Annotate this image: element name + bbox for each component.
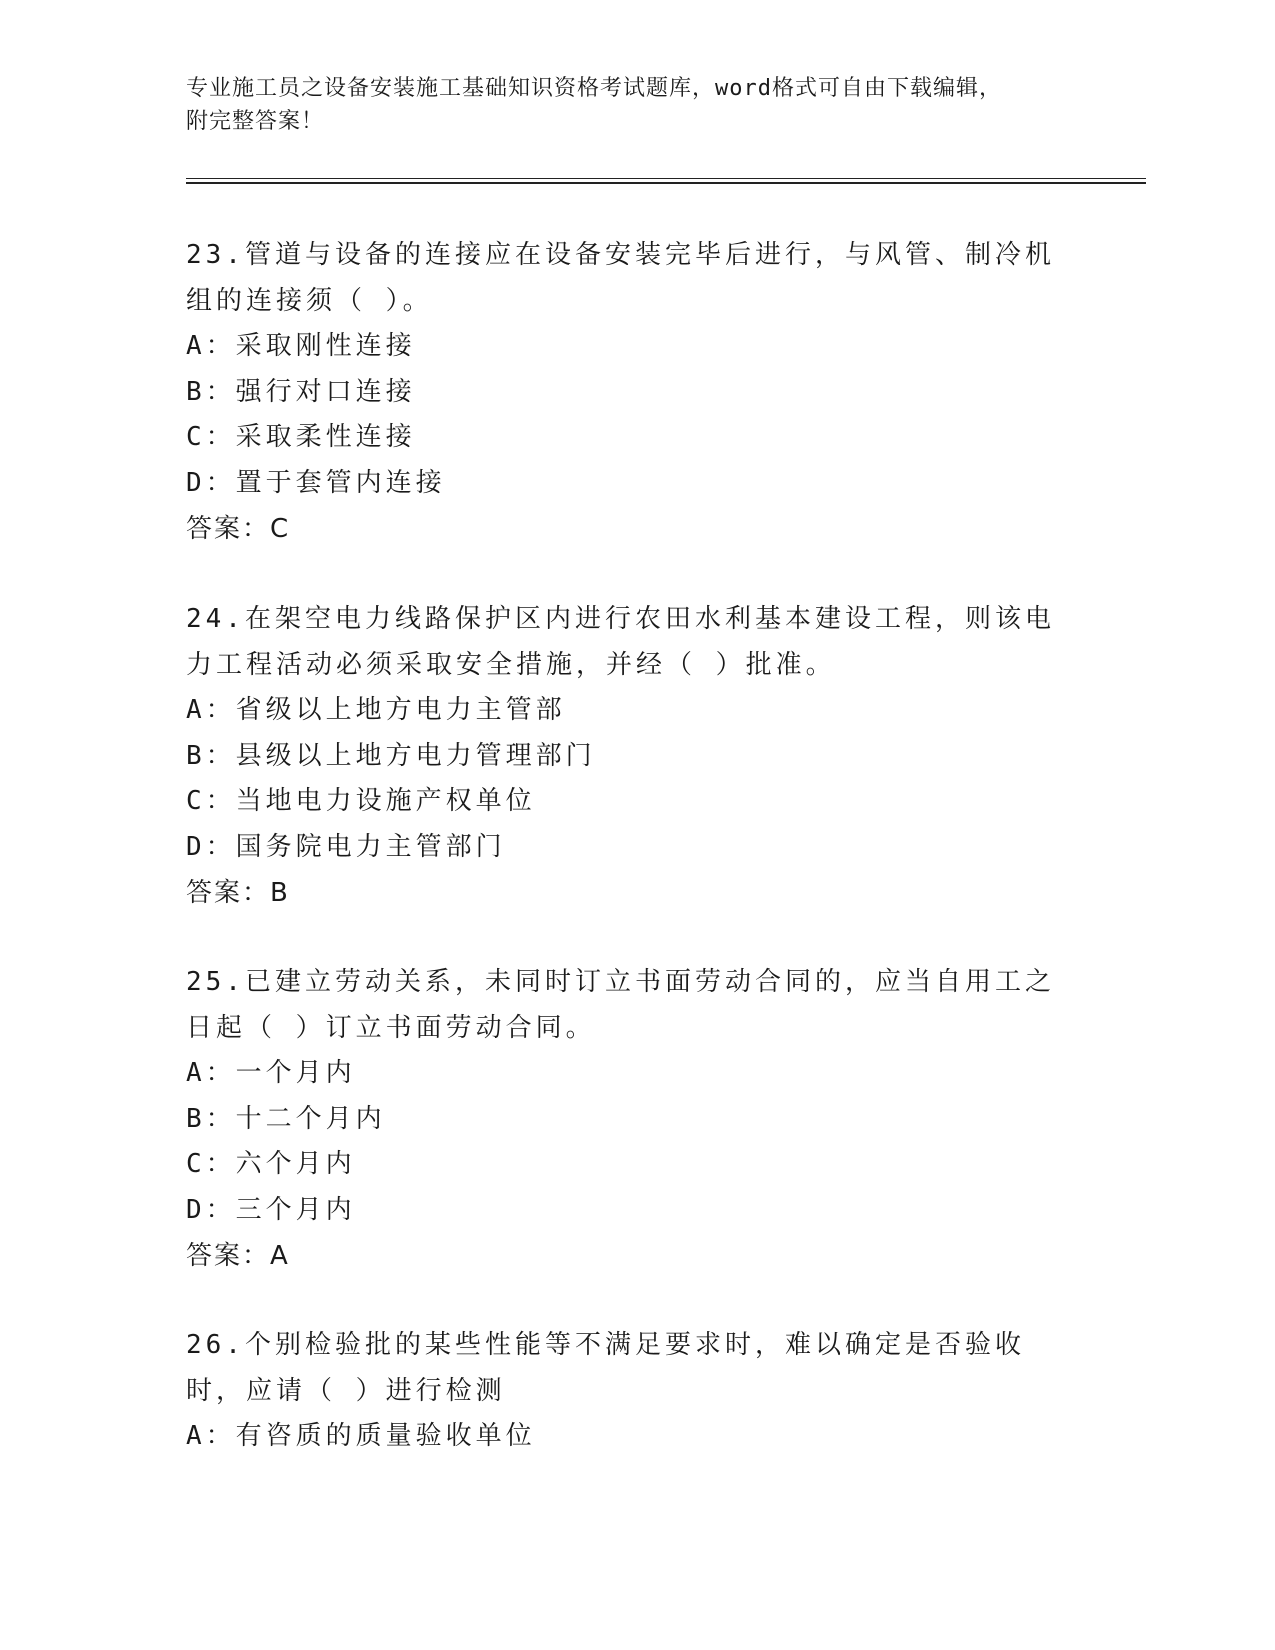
option-c: C：采取柔性连接	[186, 422, 416, 452]
answer-line: 答案：C	[186, 514, 291, 544]
header-divider-thin	[186, 178, 1146, 179]
answer-line: 答案：A	[186, 1241, 290, 1271]
answer-line: 答案：B	[186, 878, 290, 908]
question-stem: 25.已建立劳动关系，未同时订立书面劳动合同的，应当自用工之日起（ ）订立书面劳动合同。	[186, 967, 1055, 1043]
option-b: B：县级以上地方电力管理部门	[186, 740, 596, 771]
header-line-2: 附完整答案！	[186, 109, 325, 134]
option-a: A：一个月内	[186, 1058, 356, 1088]
question-25	[186, 959, 1066, 1279]
question-stem: 23.管道与设备的连接应在设备安装完毕后进行，与风管、制冷机组的连接须（ ）。	[186, 240, 1055, 316]
option-a: A：有咨质的质量验收单位	[186, 1421, 536, 1451]
option-a: A：采取刚性连接	[186, 331, 416, 361]
option-d: D：国务院电力主管部门	[186, 831, 506, 862]
question-23	[186, 232, 1066, 552]
header-line-1: 专业施工员之设备安装施工基础知识资格考试题库，word格式可自由下载编辑，	[186, 76, 1002, 101]
option-d: D：三个月内	[186, 1194, 356, 1225]
option-b: B：十二个月内	[186, 1103, 386, 1134]
option-c: C：当地电力设施产权单位	[186, 786, 536, 816]
question-24	[186, 596, 1066, 916]
option-b: B：强行对口连接	[186, 376, 416, 407]
question-stem: 26.个别检验批的某些性能等不满足要求时，难以确定是否验收时，应请（ ）进行检测	[186, 1330, 1025, 1406]
document-header	[186, 72, 1086, 138]
option-a: A：省级以上地方电力主管部	[186, 695, 566, 725]
header-divider-thick	[186, 182, 1146, 184]
option-d: D：置于套管内连接	[186, 467, 446, 498]
option-c: C：六个月内	[186, 1149, 356, 1179]
question-26	[186, 1322, 1066, 1460]
question-stem: 24.在架空电力线路保护区内进行农田水利基本建设工程，则该电力工程活动必须采取安全措施，并经（ ）批准。	[186, 604, 1055, 680]
